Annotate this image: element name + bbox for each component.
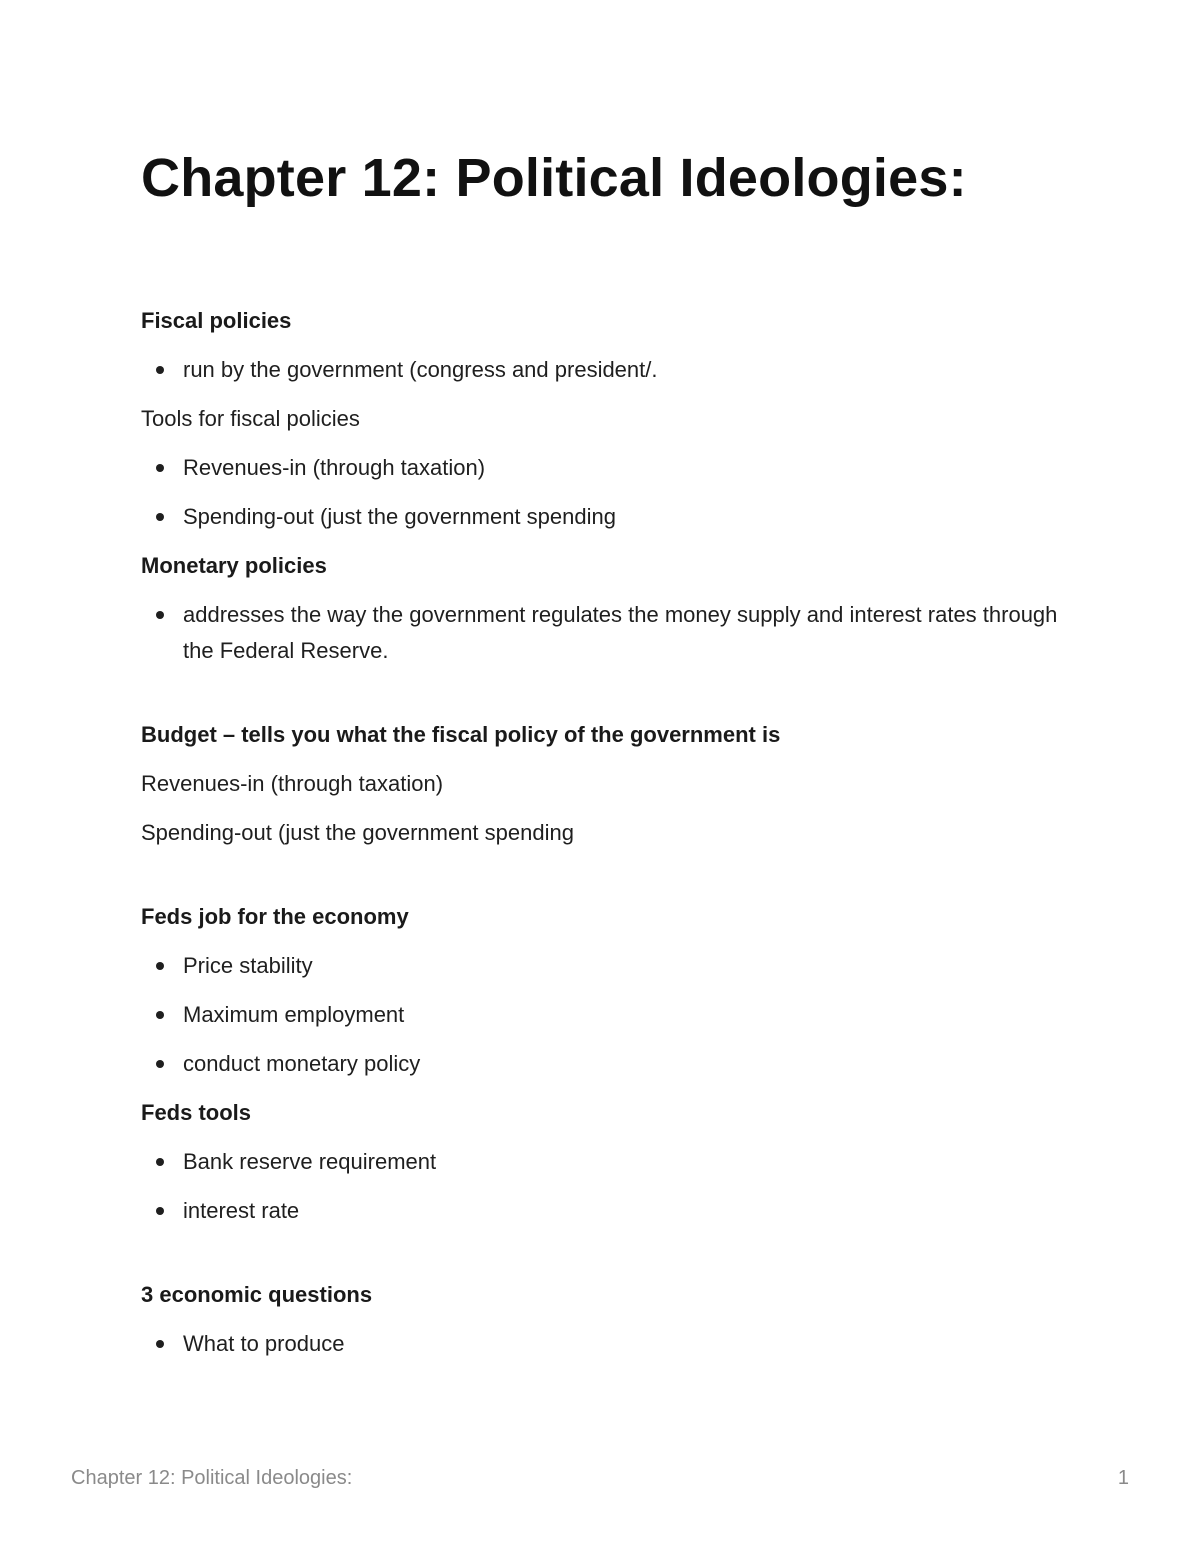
section-heading-economic-questions: 3 economic questions (141, 1282, 373, 1307)
section-heading-feds-job: Feds job for the economy (141, 904, 409, 929)
list-item (141, 1046, 1081, 1082)
list-item (141, 1326, 1081, 1362)
spacer (141, 682, 1081, 717)
budget-line: Revenues-in (through taxation) (141, 771, 444, 796)
list-item-text: Revenues-in (through taxation) (183, 455, 486, 480)
list-item (141, 450, 1081, 486)
bullet-icon (156, 1011, 164, 1019)
bullet-icon (156, 1158, 164, 1166)
monetary-policies-list (141, 597, 1081, 669)
list-item-text: run by the government (congress and president/. (183, 357, 658, 382)
list-item-text: Maximum employment (183, 1002, 405, 1027)
section-heading-monetary-policies: Monetary policies (141, 553, 327, 578)
list-item-text: What to produce (183, 1331, 345, 1356)
budget-line: Spending-out (just the government spending (141, 820, 574, 845)
fiscal-tools-list (141, 450, 1081, 535)
list-item (141, 499, 1081, 535)
section-heading-budget: Budget – tells you what the fiscal policy of the government is (141, 722, 781, 747)
bullet-icon (156, 513, 164, 521)
list-item (141, 1193, 1081, 1229)
list-item (141, 1144, 1081, 1180)
list-item (141, 948, 1081, 984)
economic-questions-list (141, 1326, 1081, 1362)
bullet-icon (156, 1340, 164, 1348)
spacer (141, 1242, 1081, 1277)
section-heading-fiscal-policies: Fiscal policies (141, 308, 292, 333)
bullet-icon (156, 1060, 164, 1068)
list-item (141, 997, 1081, 1033)
spacer (141, 864, 1081, 899)
bullet-icon (156, 611, 164, 619)
footer-page-number: 1 (1117, 1467, 1129, 1489)
bullet-icon (156, 962, 164, 970)
list-item-text: interest rate (183, 1198, 300, 1223)
list-item-text: Price stability (183, 953, 313, 978)
section-heading-feds-tools: Feds tools (141, 1100, 252, 1125)
list-item (141, 597, 1081, 669)
list-item-text: conduct monetary policy (183, 1051, 421, 1076)
bullet-icon (156, 366, 164, 374)
list-item-text: Spending-out (just the government spending (183, 504, 616, 529)
list-item-text: Bank reserve requirement (183, 1149, 437, 1174)
feds-tools-list (141, 1144, 1081, 1229)
fiscal-policies-list (141, 352, 1081, 388)
list-item-text: addresses the way the government regulates the money supply and interest rates through the Federal Reserve. (183, 602, 1058, 663)
list-item (141, 352, 1081, 388)
tools-fiscal-label: Tools for fiscal policies (141, 406, 360, 431)
footer-title: Chapter 12: Political Ideologies: (71, 1467, 353, 1489)
bullet-icon (156, 464, 164, 472)
document-body (141, 303, 1081, 1375)
page-title: Chapter 12: Political Ideologies: (141, 148, 967, 208)
bullet-icon (156, 1207, 164, 1215)
feds-job-list (141, 948, 1081, 1082)
